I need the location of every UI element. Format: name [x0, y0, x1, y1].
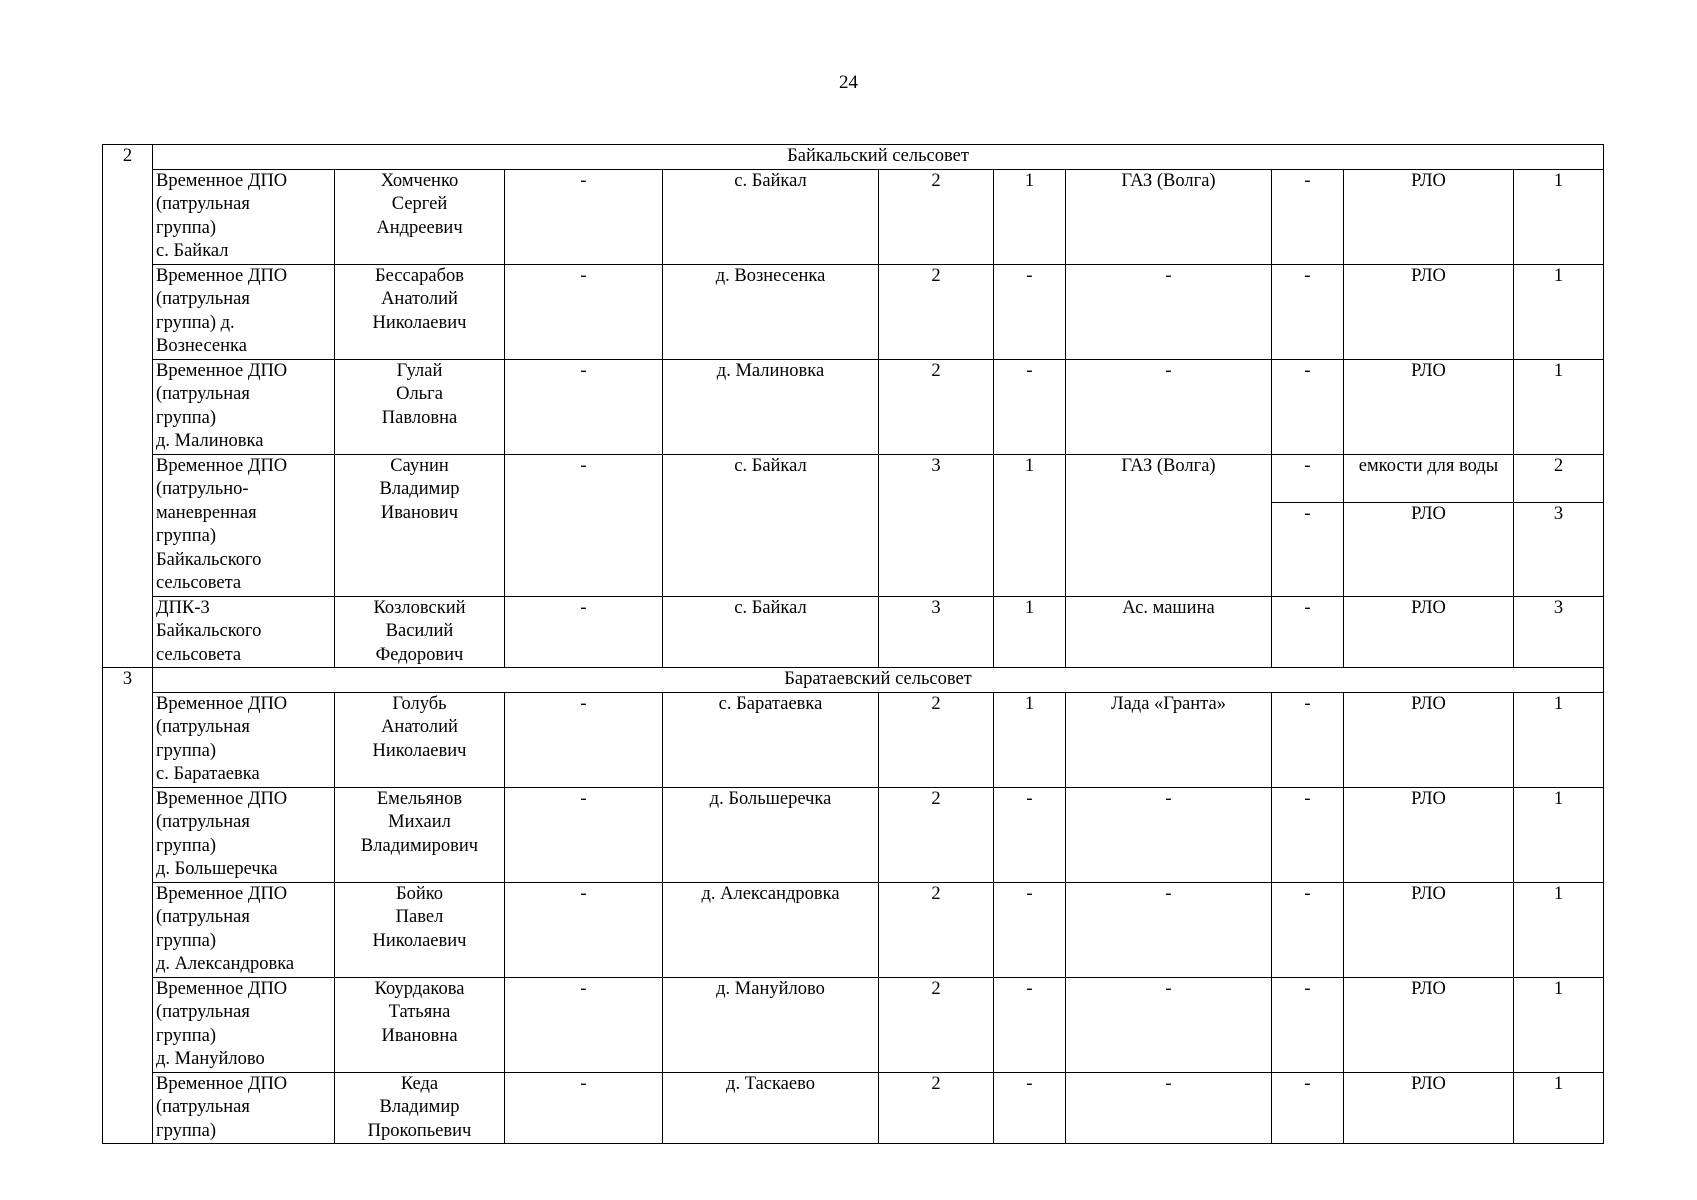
quantity-cell: 3	[1514, 596, 1604, 668]
col5-cell: 2	[879, 787, 994, 882]
location-cell: д. Большеречка	[663, 787, 879, 882]
equipment-cell: емкости для воды	[1344, 454, 1514, 502]
quantity-cell: 1	[1514, 359, 1604, 454]
col8-cell: -	[1272, 454, 1344, 502]
person-cell: Емельянов Михаил Владимирович	[335, 787, 505, 882]
col8-cell: -	[1272, 359, 1344, 454]
person-cell: Голубь Анатолий Николаевич	[335, 692, 505, 787]
col6-cell: -	[994, 882, 1066, 977]
unit-name-cell: Временное ДПО (патрульно- маневренная группа) Байкальского сельсовета	[153, 454, 335, 596]
equipment-cell: РЛО	[1344, 692, 1514, 787]
col8-cell: -	[1272, 787, 1344, 882]
col5-cell: 2	[879, 359, 994, 454]
col5-cell: 2	[879, 882, 994, 977]
col8-cell: -	[1272, 502, 1344, 596]
col3-cell: -	[505, 692, 663, 787]
unit-name-cell: Временное ДПО (патрульная группа) д. Малиновка	[153, 359, 335, 454]
person-cell: Саунин Владимир Иванович	[335, 454, 505, 596]
table-row	[103, 882, 1604, 977]
vehicle-cell: -	[1066, 1072, 1272, 1144]
quantity-cell: 1	[1514, 169, 1604, 264]
equipment-cell: РЛО	[1344, 596, 1514, 668]
equipment-cell: РЛО	[1344, 882, 1514, 977]
location-cell: д. Александровка	[663, 882, 879, 977]
vehicle-cell: Ас. машина	[1066, 596, 1272, 668]
vehicle-cell: -	[1066, 977, 1272, 1072]
equipment-cell: РЛО	[1344, 264, 1514, 359]
col8-cell: -	[1272, 264, 1344, 359]
person-cell: Козловский Василий Федорович	[335, 596, 505, 668]
col3-cell: -	[505, 882, 663, 977]
section-header-row	[103, 145, 1604, 170]
vehicle-cell: -	[1066, 787, 1272, 882]
section-title: Байкальский сельсовет	[153, 145, 1604, 170]
location-cell: с. Байкал	[663, 169, 879, 264]
col8-cell: -	[1272, 692, 1344, 787]
section-header-row	[103, 668, 1604, 693]
col3-cell: -	[505, 787, 663, 882]
location-cell: с. Байкал	[663, 454, 879, 596]
location-cell: с. Баратаевка	[663, 692, 879, 787]
vehicle-cell: Лада «Гранта»	[1066, 692, 1272, 787]
table-row	[103, 787, 1604, 882]
col5-cell: 3	[879, 454, 994, 596]
equipment-cell: РЛО	[1344, 1072, 1514, 1144]
table-row	[103, 454, 1604, 502]
col5-cell: 2	[879, 264, 994, 359]
unit-name-cell: Временное ДПО (патрульная группа) д. Мануйлово	[153, 977, 335, 1072]
person-cell: Бойко Павел Николаевич	[335, 882, 505, 977]
unit-name-cell: Временное ДПО (патрульная группа) с. Байкал	[153, 169, 335, 264]
col8-cell: -	[1272, 596, 1344, 668]
fire-units-table	[102, 144, 1604, 1144]
col5-cell: 2	[879, 1072, 994, 1144]
col6-cell: -	[994, 1072, 1066, 1144]
unit-name-cell: Временное ДПО (патрульная группа) д. Александровка	[153, 882, 335, 977]
vehicle-cell: -	[1066, 359, 1272, 454]
location-cell: д. Малиновка	[663, 359, 879, 454]
quantity-cell: 1	[1514, 882, 1604, 977]
section-number: 2	[103, 145, 153, 668]
vehicle-cell: ГАЗ (Волга)	[1066, 169, 1272, 264]
table-row	[103, 264, 1604, 359]
quantity-cell: 1	[1514, 787, 1604, 882]
table-row	[103, 169, 1604, 264]
quantity-cell: 3	[1514, 502, 1604, 596]
equipment-cell: РЛО	[1344, 787, 1514, 882]
section-number: 3	[103, 668, 153, 1144]
col8-cell: -	[1272, 1072, 1344, 1144]
col6-cell: -	[994, 359, 1066, 454]
col3-cell: -	[505, 359, 663, 454]
col5-cell: 2	[879, 169, 994, 264]
col6-cell: 1	[994, 169, 1066, 264]
col3-cell: -	[505, 596, 663, 668]
section-title: Баратаевский сельсовет	[153, 668, 1604, 693]
col3-cell: -	[505, 1072, 663, 1144]
col6-cell: 1	[994, 454, 1066, 596]
equipment-cell: РЛО	[1344, 977, 1514, 1072]
col3-cell: -	[505, 169, 663, 264]
col3-cell: -	[505, 454, 663, 596]
table-row	[103, 1072, 1604, 1144]
col5-cell: 2	[879, 692, 994, 787]
vehicle-cell: -	[1066, 882, 1272, 977]
equipment-cell: РЛО	[1344, 502, 1514, 596]
quantity-cell: 1	[1514, 1072, 1604, 1144]
person-cell: Гулай Ольга Павловна	[335, 359, 505, 454]
col5-cell: 2	[879, 977, 994, 1072]
table-row	[103, 359, 1604, 454]
col8-cell: -	[1272, 882, 1344, 977]
table-row	[103, 692, 1604, 787]
equipment-cell: РЛО	[1344, 169, 1514, 264]
quantity-cell: 1	[1514, 692, 1604, 787]
location-cell: д. Таскаево	[663, 1072, 879, 1144]
person-cell: Коурдакова Татьяна Ивановна	[335, 977, 505, 1072]
col8-cell: -	[1272, 977, 1344, 1072]
table-row	[103, 977, 1604, 1072]
unit-name-cell: Временное ДПО (патрульная группа) д. Большеречка	[153, 787, 335, 882]
col6-cell: 1	[994, 692, 1066, 787]
unit-name-cell: ДПК-3 Байкальского сельсовета	[153, 596, 335, 668]
quantity-cell: 2	[1514, 454, 1604, 502]
equipment-cell: РЛО	[1344, 359, 1514, 454]
col6-cell: 1	[994, 596, 1066, 668]
person-cell: Хомченко Сергей Андреевич	[335, 169, 505, 264]
page-number: 24	[839, 72, 858, 93]
location-cell: д. Вознесенка	[663, 264, 879, 359]
col6-cell: -	[994, 264, 1066, 359]
vehicle-cell: -	[1066, 264, 1272, 359]
col5-cell: 3	[879, 596, 994, 668]
unit-name-cell: Временное ДПО (патрульная группа)	[153, 1072, 335, 1144]
col6-cell: -	[994, 977, 1066, 1072]
quantity-cell: 1	[1514, 977, 1604, 1072]
col6-cell: -	[994, 787, 1066, 882]
vehicle-cell: ГАЗ (Волга)	[1066, 454, 1272, 596]
col3-cell: -	[505, 977, 663, 1072]
col3-cell: -	[505, 264, 663, 359]
quantity-cell: 1	[1514, 264, 1604, 359]
unit-name-cell: Временное ДПО (патрульная группа) с. Баратаевка	[153, 692, 335, 787]
location-cell: д. Мануйлово	[663, 977, 879, 1072]
unit-name-cell: Временное ДПО (патрульная группа) д. Вознесенка	[153, 264, 335, 359]
location-cell: с. Байкал	[663, 596, 879, 668]
person-cell: Бессарабов Анатолий Николаевич	[335, 264, 505, 359]
person-cell: Кеда Владимир Прокопьевич	[335, 1072, 505, 1144]
col8-cell: -	[1272, 169, 1344, 264]
table-row	[103, 596, 1604, 668]
